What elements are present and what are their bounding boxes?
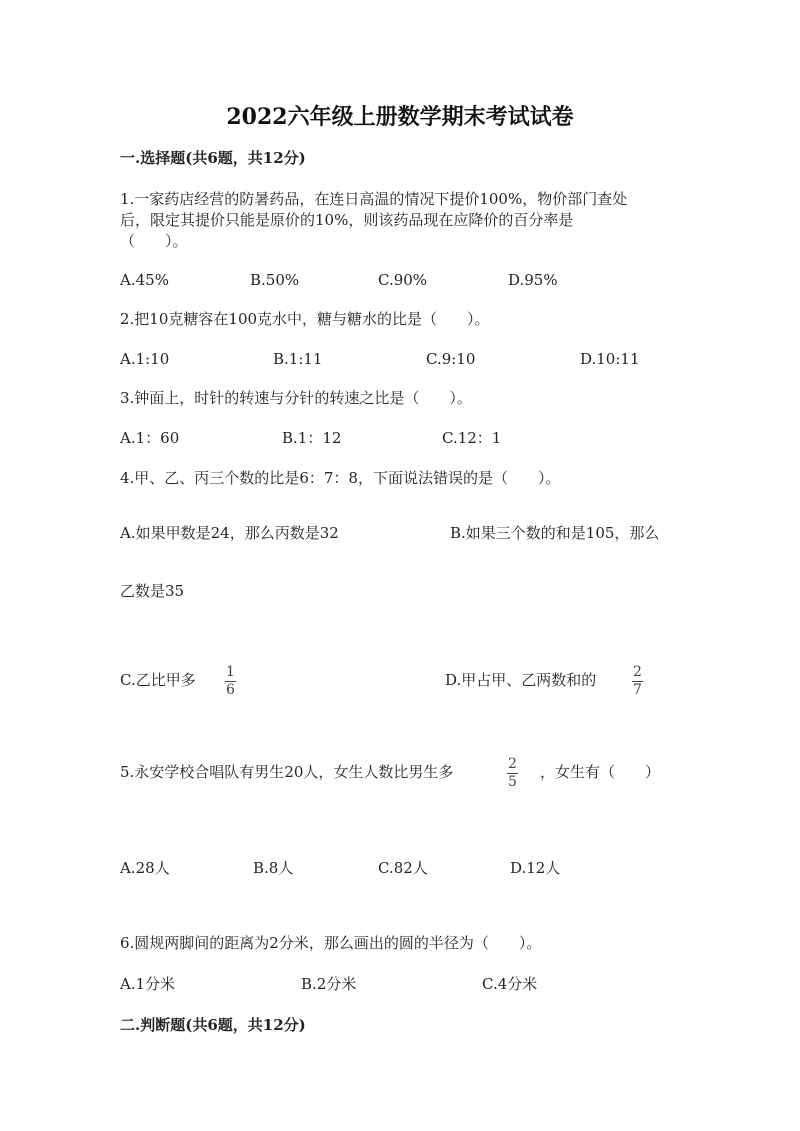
- question-4-option-c: C.乙比甲多: [120, 671, 196, 689]
- fraction-two-sevenths: [632, 665, 643, 698]
- fraction-numerator: 1: [226, 664, 235, 680]
- question-5-text-end: ，女生有（ ）: [540, 763, 661, 781]
- question-2-option-b: B.1:11: [273, 350, 323, 368]
- question-4-option-b-continued: 乙数是35: [120, 582, 185, 600]
- question-5-text: 5.永安学校合唱队有男生20人，女生人数比男生多: [120, 763, 454, 781]
- question-5-option-a: A.28人: [120, 859, 170, 877]
- fraction-denominator: 6: [226, 682, 235, 698]
- question-4-option-b: B.如果三个数的和是105，那么: [450, 524, 660, 542]
- question-2-option-a: A.1:10: [120, 350, 170, 368]
- question-5-option-c: C.82人: [378, 859, 428, 877]
- question-3-text: 3.钟面上，时针的转速与分针的转速之比是（ ）。: [120, 389, 472, 407]
- section-heading-true-false: 二.判断题(共6题，共12分): [120, 1016, 306, 1034]
- question-4-option-a: A.如果甲数是24，那么丙数是32: [120, 524, 339, 542]
- question-5-option-d: D.12人: [510, 859, 561, 877]
- question-3-option-a: A.1：60: [120, 429, 180, 447]
- question-1-line-1: 1.一家药店经营的防暑药品，在连日高温的情况下提价100%，物价部门查处: [120, 190, 628, 208]
- question-6-option-a: A.1分米: [120, 975, 176, 993]
- page-title: 2022六年级上册数学期末考试试卷: [226, 104, 574, 130]
- question-1-option-c: C.90%: [378, 271, 428, 289]
- question-5-option-b: B.8人: [253, 859, 294, 877]
- fraction-denominator: 7: [633, 682, 642, 698]
- question-6-option-b: B.2分米: [301, 975, 357, 993]
- question-3-option-b: B.1：12: [282, 429, 342, 447]
- question-1-option-d: D.95%: [508, 271, 558, 289]
- fraction-numerator: 2: [633, 664, 642, 680]
- question-3-option-c: C.12：1: [442, 429, 502, 447]
- question-4-text: 4.甲、乙、丙三个数的比是6：7：8，下面说法错误的是（ ）。: [120, 469, 561, 487]
- section-heading-choice: 一.选择题(共6题，共12分): [120, 149, 306, 167]
- question-2-text: 2.把10克糖容在100克水中，糖与糖水的比是（ ）。: [120, 310, 490, 328]
- question-1-option-a: A.45%: [120, 271, 169, 289]
- question-6-text: 6.圆规两脚间的距离为2分米，那么画出的圆的半径为（ ）。: [120, 934, 542, 952]
- question-1-option-b: B.50%: [250, 271, 300, 289]
- question-1-line-2: 后，限定其提价只能是原价的10%，则该药品现在应降价的百分率是: [120, 211, 574, 229]
- question-4-option-d: D.甲占甲、乙两数和的: [445, 671, 597, 689]
- fraction-denominator: 5: [508, 774, 517, 790]
- question-2-option-c: C.9:10: [426, 350, 476, 368]
- question-2-option-d: D.10:11: [580, 350, 640, 368]
- question-6-option-c: C.4分米: [482, 975, 538, 993]
- fraction-one-sixth: [225, 665, 236, 698]
- question-1-line-3: （ ）。: [120, 232, 188, 250]
- fraction-two-fifths: [507, 757, 518, 790]
- fraction-numerator: 2: [508, 756, 517, 772]
